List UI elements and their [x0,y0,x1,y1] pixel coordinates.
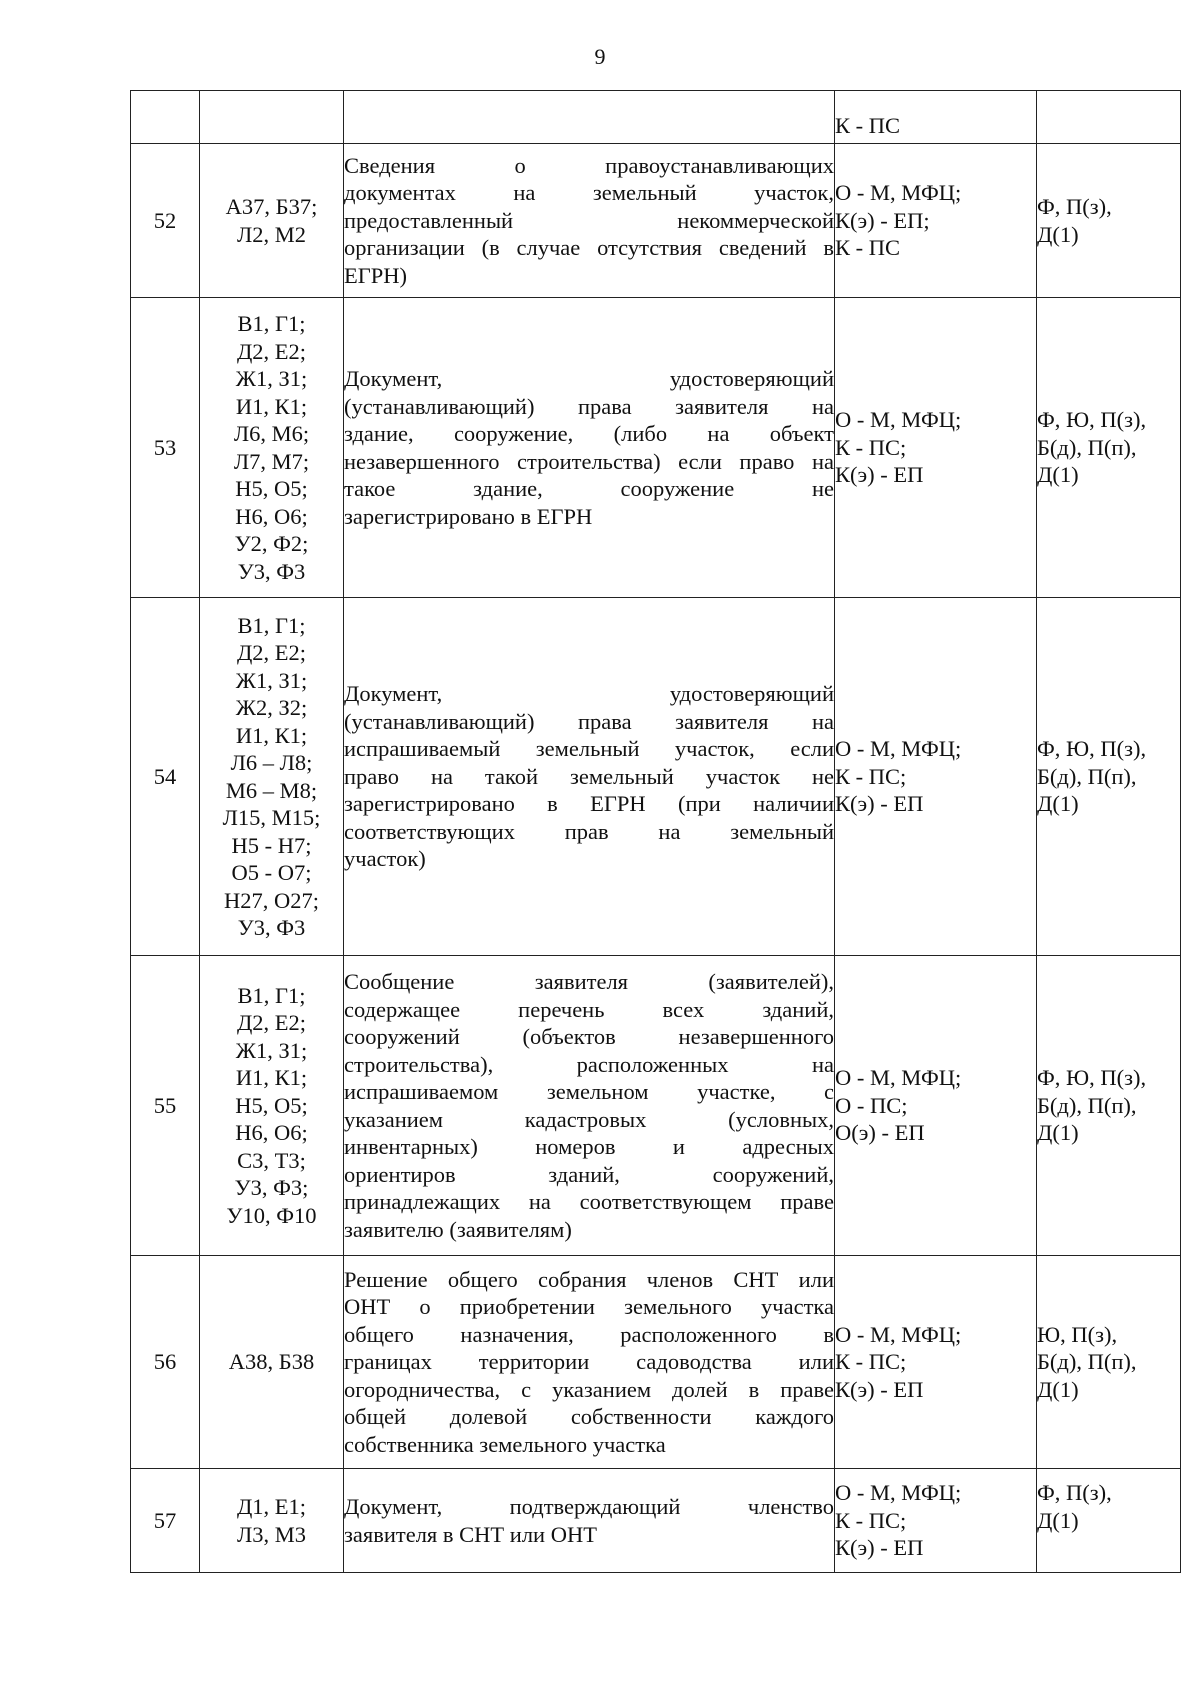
applicant-line: Ф, Ю, П(з), [1037,1065,1147,1091]
submission-form-line: К - ПС; [835,1507,907,1533]
code-line: В1, Г1; [237,982,306,1008]
table-row-continuation [131,91,1181,144]
codes-cell [200,298,344,598]
submission-form-line: К - ПС; [835,434,907,460]
table-row [131,298,1181,598]
applicant-line: Б(д), П(п), [1037,763,1137,789]
description-line: Документ, подтверждающий членство [344,1494,834,1519]
submission-form-line: К - ПС; [835,763,907,789]
codes-cell [200,91,344,144]
description-line: испрашиваемый земельный участок, если [344,736,834,762]
applicant-line: Д(1) [1037,791,1079,817]
submission-form-line: О - М, МФЦ; [835,1480,962,1505]
description-line: Решение общего собрания членов СНТ или [344,1266,834,1292]
description-cell [344,1256,835,1469]
description-line: участок) [344,846,426,872]
submission-form-line: О - ПС; [835,1092,908,1118]
applicant-line: Д(1) [1037,1376,1079,1402]
description-line: документах на земельный участок, [344,180,834,206]
description-line: заявителю (заявителям) [344,1216,572,1242]
description-line: зарегистрировано в ЕГРН (при наличии [344,791,834,817]
code-line: И1, К1; [235,722,308,748]
code-line: И1, К1; [235,1065,308,1091]
code-line: А38, Б38 [228,1349,315,1375]
description-line: принадлежащих на соответствующем праве [344,1189,834,1214]
submission-form-cell [835,956,1037,1256]
description-cell [344,956,835,1256]
applicant-line: Д(1) [1037,221,1079,247]
code-line: Д2, Е2; [236,640,307,665]
codes-cell [200,1469,344,1573]
row-number-cell: 56 [131,1256,200,1469]
code-line: Н5, О5; [235,476,308,501]
applicant-line: Б(д), П(п), [1037,1092,1137,1118]
code-line: Л6 – Л8; [230,750,313,775]
code-line: В1, Г1; [237,612,306,638]
submission-form-line: К(э) - ЕП [835,462,924,488]
description-line: содержащее перечень всех зданий, [344,996,834,1022]
description-line: ориентиров зданий, сооружений, [344,1161,834,1187]
description-cell [344,144,835,298]
code-line: Л2, М2 [236,221,307,247]
description-line: заявителя в СНТ или ОНТ [344,1521,597,1547]
applicant-cell [1037,1256,1181,1469]
applicant-line: Д(1) [1037,1120,1079,1146]
applicant-cell [1037,598,1181,956]
description-line: организации (в случае отсутствия сведений в [344,235,834,261]
description-line: (устанавливающий) права заявителя на [344,708,834,734]
code-line: Л7, М7; [233,448,310,474]
description-cell [344,91,835,144]
documents-table [130,90,1181,1573]
description-line: ЕГРН) [344,262,408,288]
description-line: Сообщение заявителя (заявителей), [344,969,834,994]
submission-form-cell [835,144,1037,298]
row-number-cell: 53 [131,298,200,598]
description-line: собственника земельного участка [344,1431,666,1457]
applicant-line: Ф, Ю, П(з), [1037,736,1147,762]
code-line: Н5, О5; [235,1092,308,1118]
code-line: О5 - О7; [231,860,312,885]
description-cell [344,598,835,956]
codes-cell [200,598,344,956]
code-line: Н6, О6; [235,1120,308,1146]
code-line: Ж2, З2; [235,695,308,720]
submission-form-cell [835,298,1037,598]
code-line: Ж1, З1; [235,366,308,391]
code-line: Д2, Е2; [236,1010,307,1036]
submission-form-cell [835,1469,1037,1573]
code-line: У3, Ф3; [234,1175,309,1201]
applicant-cell [1037,91,1181,144]
table-row [131,598,1181,956]
table-row [131,144,1181,298]
description-line: Документ, удостоверяющий [344,681,834,707]
code-line: У3, Ф3 [237,558,306,584]
description-line: общего назначения, расположенного в [344,1321,834,1347]
description-line: строительства), расположенных на [344,1051,834,1077]
code-line: Л15, М15; [222,805,321,830]
description-line: предоставленный некоммерческой [344,207,834,233]
codes-cell [200,144,344,298]
description-line: сооружений (объектов незавершенного [344,1024,834,1049]
submission-form-cell [835,1256,1037,1469]
description-line: право на такой земельный участок не [344,763,834,789]
code-line: Д2, Е2; [236,338,307,364]
description-line: (устанавливающий) права заявителя на [344,393,834,419]
submission-form-cell [835,91,1037,144]
submission-form-line: О(э) - ЕП [835,1120,925,1146]
submission-form-line: К - ПС; [835,1349,907,1375]
code-line: Ж1, З1; [235,667,308,693]
description-line: испрашиваемом земельном участке, с [344,1079,834,1104]
description-line: такое здание, сооружение не [344,476,834,501]
codes-cell [200,1256,344,1469]
applicant-line: Д(1) [1037,462,1079,488]
applicant-line: Ф, П(з), [1037,1480,1112,1505]
applicant-line: Ю, П(з), [1037,1321,1118,1347]
applicant-cell [1037,956,1181,1256]
applicant-line: Б(д), П(п), [1037,1349,1137,1375]
submission-form-cell [835,598,1037,956]
description-cell [344,1469,835,1573]
applicant-cell [1037,1469,1181,1573]
applicant-line: Д(1) [1037,1507,1079,1533]
description-line: Документ, удостоверяющий [344,366,834,391]
submission-form-line: К(э) - ЕП; [835,207,930,233]
description-line: огородничества, с указанием долей в праве [344,1376,834,1402]
code-line: М6 – М8; [225,777,318,803]
code-line: Л6, М6; [233,421,310,446]
code-line: У2, Ф2; [234,531,309,556]
submission-form-line: О - М, МФЦ; [835,180,962,206]
code-line: В1, Г1; [237,311,306,336]
description-cell [344,298,835,598]
applicant-cell [1037,298,1181,598]
submission-form-line: К - ПС [835,235,901,261]
code-line: Д1, Е1; [236,1494,307,1519]
code-line: Н5 - Н7; [231,832,312,858]
codes-cell [200,956,344,1256]
code-line: Ж1, З1; [235,1037,308,1063]
submission-form-line: К(э) - ЕП [835,791,924,817]
description-line: зарегистрировано в ЕГРН [344,503,593,529]
table-row [131,1256,1181,1469]
description-line: инвентарных) номеров и адресных [344,1134,834,1159]
description-line: границах территории садоводства или [344,1349,834,1375]
code-line: С3, Т3; [237,1147,306,1173]
code-line: Л3, М3 [236,1521,307,1547]
submission-form-line: О - М, МФЦ; [835,407,962,433]
description-line: незавершенного строительства) если право на [344,448,834,474]
description-line: ОНТ о приобретении земельного участка [344,1294,834,1320]
description-line: Сведения о правоустанавливающих [344,152,834,178]
submission-form-line: О - М, МФЦ; [835,736,962,762]
description-line: здание, сооружение, (либо на объект [344,421,834,446]
code-line: У3, Ф3 [237,915,306,940]
applicant-line: Ф, П(з), [1037,194,1112,219]
submission-form-line: О - М, МФЦ; [835,1321,962,1347]
page-number: 9 [594,44,606,69]
code-line: А37, Б37; [225,194,318,219]
description-line: общей долевой собственности каждого [344,1404,834,1430]
submission-form-line: К(э) - ЕП [835,1376,924,1402]
row-number-cell [131,91,200,144]
code-line: Н27, О27; [224,887,319,913]
description-line: указанием кадастровых (условных, [344,1106,834,1132]
submission-form-line: О - М, МФЦ; [835,1065,962,1091]
row-number-cell: 54 [131,598,200,956]
row-number-cell: 57 [131,1469,200,1573]
row-number-cell: 52 [131,144,200,298]
table-row [131,956,1181,1256]
code-line: И1, К1; [235,393,308,419]
applicant-line: Ф, Ю, П(з), [1037,407,1147,433]
code-line: Н6, О6; [235,503,308,529]
submission-form-line: К - ПС [835,112,901,138]
row-number-cell: 55 [131,956,200,1256]
submission-form-line: К(э) - ЕП [835,1535,924,1560]
applicant-line: Б(д), П(п), [1037,434,1137,460]
table-row [131,1469,1181,1573]
description-line: соответствующих прав на земельный [344,818,834,844]
code-line: У10, Ф10 [226,1202,317,1228]
applicant-cell [1037,144,1181,298]
